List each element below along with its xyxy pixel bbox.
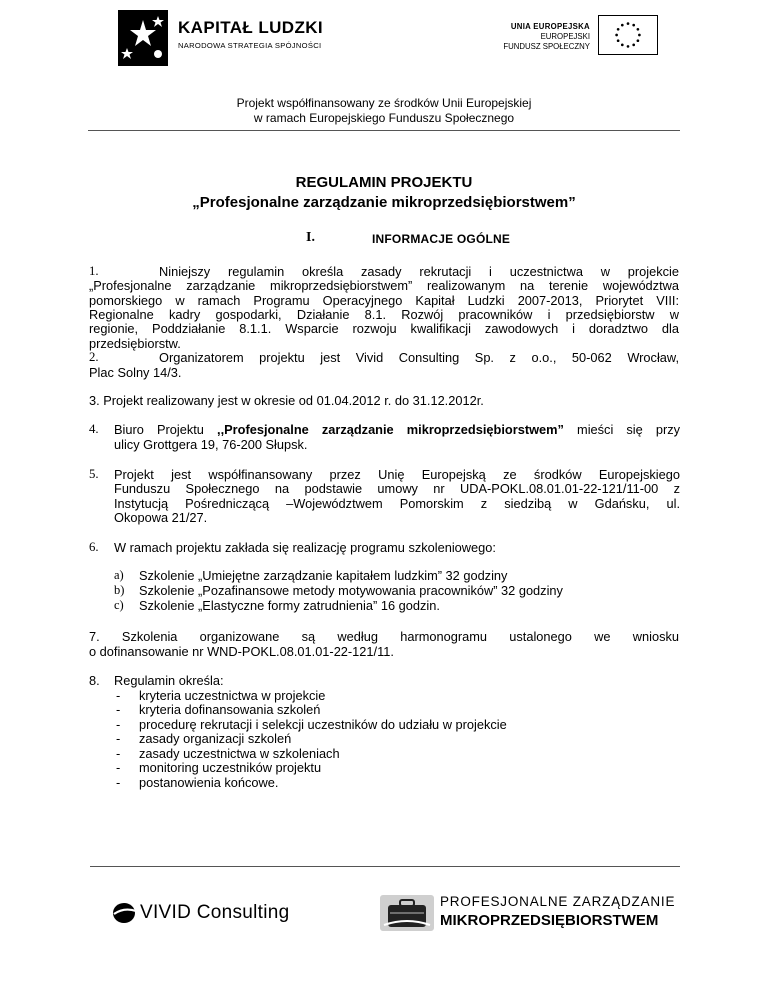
eu-flag-icon [598,15,658,55]
list-dash: - [116,717,121,732]
paragraph-5-line: Okopowa 21/27. [114,510,208,525]
training-item-letter: c) [114,598,124,612]
paragraph-4-line-1 [114,423,680,437]
regulation-scope-item: kryteria uczestnictwa w projekcie [139,688,326,703]
list-dash: - [116,760,121,775]
vivid-consulting-logo: VIVID Consulting [140,902,290,923]
paragraph-2-line: Plac Solny 14/3. [89,365,182,380]
training-item: Szkolenie „Elastyczne formy zatrudnienia” 16 godzin. [139,598,440,613]
kapital-ludzki-logo-icon [118,10,168,66]
footer-project-line-1: PROFESJONALNE ZARZĄDZANIE [440,894,676,909]
cofinancing-line-2: w ramach Europejskiego Funduszu Społecznego [253,111,515,125]
p4-post: mieści się przy [563,422,681,437]
paragraph-1-line: Niniejszy regulamin określa zasady rekrutacji i uczestnictwa w projekcie [159,264,679,279]
list-dash: - [116,702,121,717]
paragraph-2-line: Organizatorem projektu jest Vivid Consulting Sp. z o.o., 50-062 Wrocław, [159,350,679,365]
eu-line-1: UNIA EUROPEJSKA [510,22,590,31]
paragraph-8-number: 8. [89,673,100,688]
paragraph-7-line-1: 7. Szkolenia organizowane są według harmonogramu ustalonego we wniosku [89,629,679,644]
paragraph-1-line: „Profesjonalne zarządzanie mikroprzedsiębiorstwem” realizowanym na terenie województwa [89,278,679,293]
project-name-title: „Profesjonalne zarządzanie mikroprzedsiębiorstwem” [192,194,576,211]
eu-line-3: FUNDUSZ SPOŁECZNY [503,42,590,51]
regulation-scope-item: procedurę rekrutacji i selekcji uczestników do udziału w projekcie [139,717,507,732]
section-number: I. [306,230,315,245]
vivid-swoosh-icon [112,901,138,925]
paragraph-1-line: przedsiębiorstw. [89,336,181,351]
paragraph-6-text: W ramach projektu zakłada się realizację programu szkoleniowego: [114,540,496,555]
paragraph-7-line-2: o dofinansowanie nr WND-POKL.08.01.01-22-121/11. [89,644,394,659]
paragraph-1-line: regionie, Poddziałanie 8.1.1. Wsparcie rozwoju kwalifikacji zawodowych i doradztwo dla [89,321,679,336]
kapital-ludzki-name: KAPITAŁ LUDZKI [178,18,324,37]
paragraph-6-number: 6. [89,540,99,554]
briefcase-logo-icon [380,895,434,931]
paragraph-1-number: 1. [89,264,99,278]
section-title: INFORMACJE OGÓLNE [372,232,511,246]
training-item-letter: b) [114,583,125,597]
paragraph-5-line: Instytucją Pośredniczącą –Województwem Pomorskim z siedzibą w Gdańsku, ul. [114,496,680,511]
regulation-scope-item: postanowienia końcowe. [139,775,279,790]
paragraph-5-line: Funduszu Społecznego na podstawie umowy nr UDA-POKL.08.01.01-22-121/11-00 z [114,481,680,496]
kapital-ludzki-subtitle: NARODOWA STRATEGIA SPÓJNOŚCI [178,41,322,50]
footer-project-line-2: MIKROPRZEDSIĘBIORSTWEM [440,912,659,929]
document-title: REGULAMIN PROJEKTU [295,174,473,191]
paragraph-4-number: 4. [89,422,99,436]
paragraph-5-line: Projekt jest współfinansowany przez Unię Europejską ze środków Europejskiego [114,467,680,482]
paragraph-1-line: pomorskiego w ramach Programu Operacyjnego Kapitał Ludzki 2007-2013, Priorytet VIII: [89,293,679,308]
regulation-scope-item: zasady organizacji szkoleń [139,731,292,746]
regulation-scope-item: zasady uczestnictwa w szkoleniach [139,746,340,761]
paragraph-2-number: 2. [89,350,99,364]
footer-divider [90,866,680,867]
p4-project-name: ,,Profesjonalne zarządzanie mikroprzedsiębiorstwem” [217,422,564,437]
list-dash: - [116,746,121,761]
list-dash: - [116,775,121,790]
paragraph-1-line: Regionalne kadry gospodarki, Działanie 8.1. Rozwój pracowników i przedsiębiorstw w [89,307,679,322]
cofinancing-line-1: Projekt współfinansowany ze środków Unii Europejskiej [236,96,532,110]
header-divider [88,130,680,131]
paragraph-5-number: 5. [89,467,99,481]
paragraph-3: 3. Projekt realizowany jest w okresie od 01.04.2012 r. do 31.12.2012r. [89,393,484,408]
eu-line-2: EUROPEJSKI [540,32,590,41]
p4-pre: Biuro Projektu [114,422,218,437]
regulation-scope-item: monitoring uczestników projektu [139,760,322,775]
eu-logo-text [448,22,590,52]
paragraph-8-text: Regulamin określa: [114,673,224,688]
paragraph-4-line-2: ulicy Grottgera 19, 76-200 Słupsk. [114,437,308,452]
list-dash: - [116,688,121,703]
training-item-letter: a) [114,568,124,582]
regulation-scope-item: kryteria dofinansowania szkoleń [139,702,321,717]
training-item: Szkolenie „Umiejętne zarządzanie kapitałem ludzkim” 32 godziny [139,568,508,583]
list-dash: - [116,731,121,746]
training-item: Szkolenie „Pozafinansowe metody motywowania pracowników” 32 godziny [139,583,563,598]
